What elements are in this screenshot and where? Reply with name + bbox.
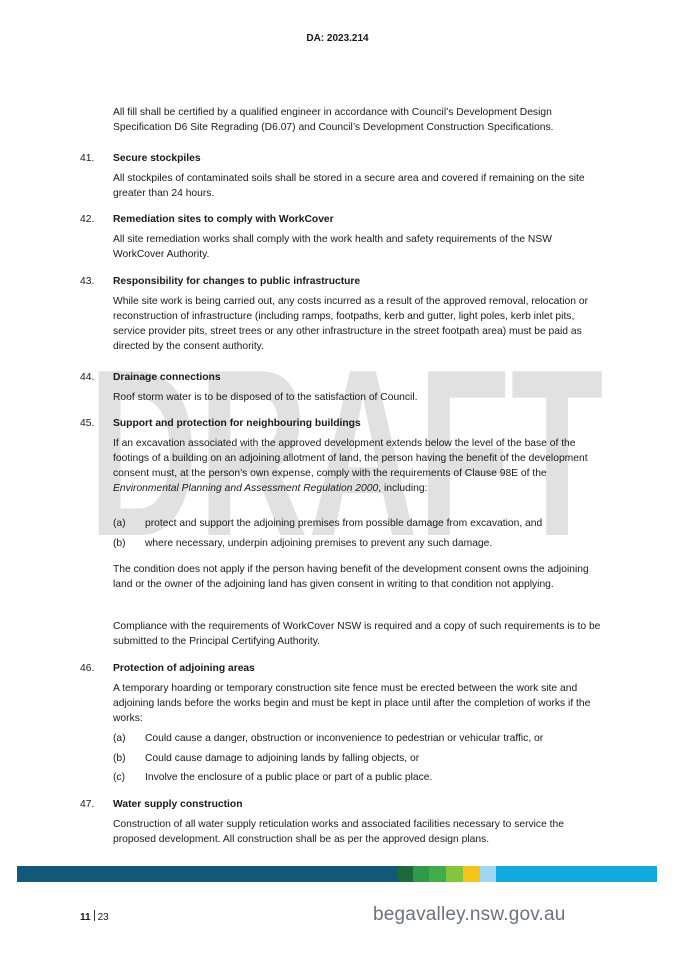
condition-45-paragraph-3: Compliance with the requirements of WorkCover NSW is required and a copy of such requirements is to be submitted to the Principal Certifying Authority.: [113, 621, 601, 647]
condition-46-number: 46.: [80, 663, 95, 674]
document-id-header: DA: 2023.214: [306, 33, 369, 44]
condition-43-body: While site work is being carried out, any costs incurred as a result of the approved removal, relocation or reconstruction of infrastructure (including ramps, footpaths, kerb and gutter, light poles, kerb inlet pits, service provider pits, street trees or any other infrastructure in the street footpath area) must be paid as directed by the consent authority.: [113, 296, 589, 352]
condition-46-item-c-text: Involve the enclosure of a public place or part of a public place.: [145, 772, 433, 783]
band-segment-yellow: [463, 866, 480, 882]
condition-42-title: Remediation sites to comply with WorkCover: [113, 214, 334, 225]
condition-45-body-text: If an excavation associated with the approved development extends below the level of the base of the footings of a building on an adjoining allotment of land, the person having the benefit of the development consent must, at the person’s own expense, comply with the requirements of Clause 98E of the: [113, 438, 588, 479]
page-number: [80, 910, 109, 923]
condition-46-item-b-label: (b): [113, 753, 126, 764]
condition-47-body: Construction of all water supply reticulation works and associated facilities necessary to service the proposed development. All construction shall be as per the approved design plans.: [113, 819, 564, 845]
condition-45-item-a-label: (a): [113, 518, 126, 529]
band-segment-cyan: [496, 866, 657, 882]
condition-44-title: Drainage connections: [113, 372, 221, 383]
condition-45-item-a-text: protect and support the adjoining premises from possible damage from excavation, and: [145, 518, 543, 529]
watermark-text: DRAFT: [88, 335, 604, 555]
band-segment-light-blue: [480, 866, 496, 882]
page-separator: [94, 910, 95, 921]
band-segment-mid-green: [429, 866, 446, 882]
intro-paragraph: All fill shall be certified by a qualified engineer in accordance with Council’s Development Design Specification D6 Site Regrading (D6.07) and Council’s Development Construction Specifications.: [113, 107, 554, 133]
condition-47-title: Water supply construction: [113, 799, 243, 810]
condition-46-item-a-label: (a): [113, 733, 126, 744]
condition-45-number: 45.: [80, 418, 95, 429]
condition-43-number: 43.: [80, 276, 95, 287]
condition-46-item-b-text: Could cause damage to adjoining lands by falling objects, or: [145, 753, 420, 764]
condition-46-item-a-text: Could cause a danger, obstruction or inconvenience to pedestrian or vehicular traffic, or: [145, 733, 544, 744]
band-segment-green: [413, 866, 429, 882]
condition-45-body: [113, 436, 603, 496]
total-pages: 23: [97, 912, 109, 923]
condition-47-number: 47.: [80, 799, 95, 810]
current-page: 11: [80, 912, 91, 923]
condition-43-title: Responsibility for changes to public infrastructure: [113, 276, 361, 287]
condition-45-item-b-text: where necessary, underpin adjoining premises to prevent any such damage.: [145, 538, 493, 549]
condition-42-number: 42.: [80, 214, 95, 225]
council-website: begavalley.nsw.gov.au: [373, 904, 566, 925]
condition-44-number: 44.: [80, 372, 95, 383]
band-segment-dark-green: [398, 866, 413, 882]
condition-46-body: A temporary hoarding or temporary construction site fence must be erected between the work site and adjoining lands before the works begin and must be kept in place until after the completion of works if the works:: [113, 683, 591, 724]
condition-42-body: All site remediation works shall comply with the work health and safety requirements of the NSW WorkCover Authority.: [113, 234, 552, 260]
condition-46-item-c-label: (c): [113, 772, 126, 783]
condition-41-title: Secure stockpiles: [113, 153, 201, 164]
condition-46-title: Protection of adjoining areas: [113, 663, 255, 674]
condition-45-body-end: , including:: [378, 483, 428, 494]
condition-45-title: Support and protection for neighbouring buildings: [113, 418, 361, 429]
condition-45-item-b-label: (b): [113, 538, 126, 549]
band-segment-main: [17, 866, 398, 882]
band-segment-light-green: [446, 866, 463, 882]
condition-44-body: Roof storm water is to be disposed of to the satisfaction of Council.: [113, 392, 418, 403]
condition-45-paragraph-2: The condition does not apply if the person having benefit of the development consent owns the adjoining land or the owner of the adjoining land has given consent in writing to that condition not applying.: [113, 564, 589, 590]
regulation-title: Environmental Planning and Assessment Regulation 2000: [113, 483, 379, 494]
condition-41-body: All stockpiles of contaminated soils shall be stored in a secure area and covered if remaining on the site greater than 24 hours.: [113, 173, 585, 199]
condition-41-number: 41.: [80, 153, 95, 164]
